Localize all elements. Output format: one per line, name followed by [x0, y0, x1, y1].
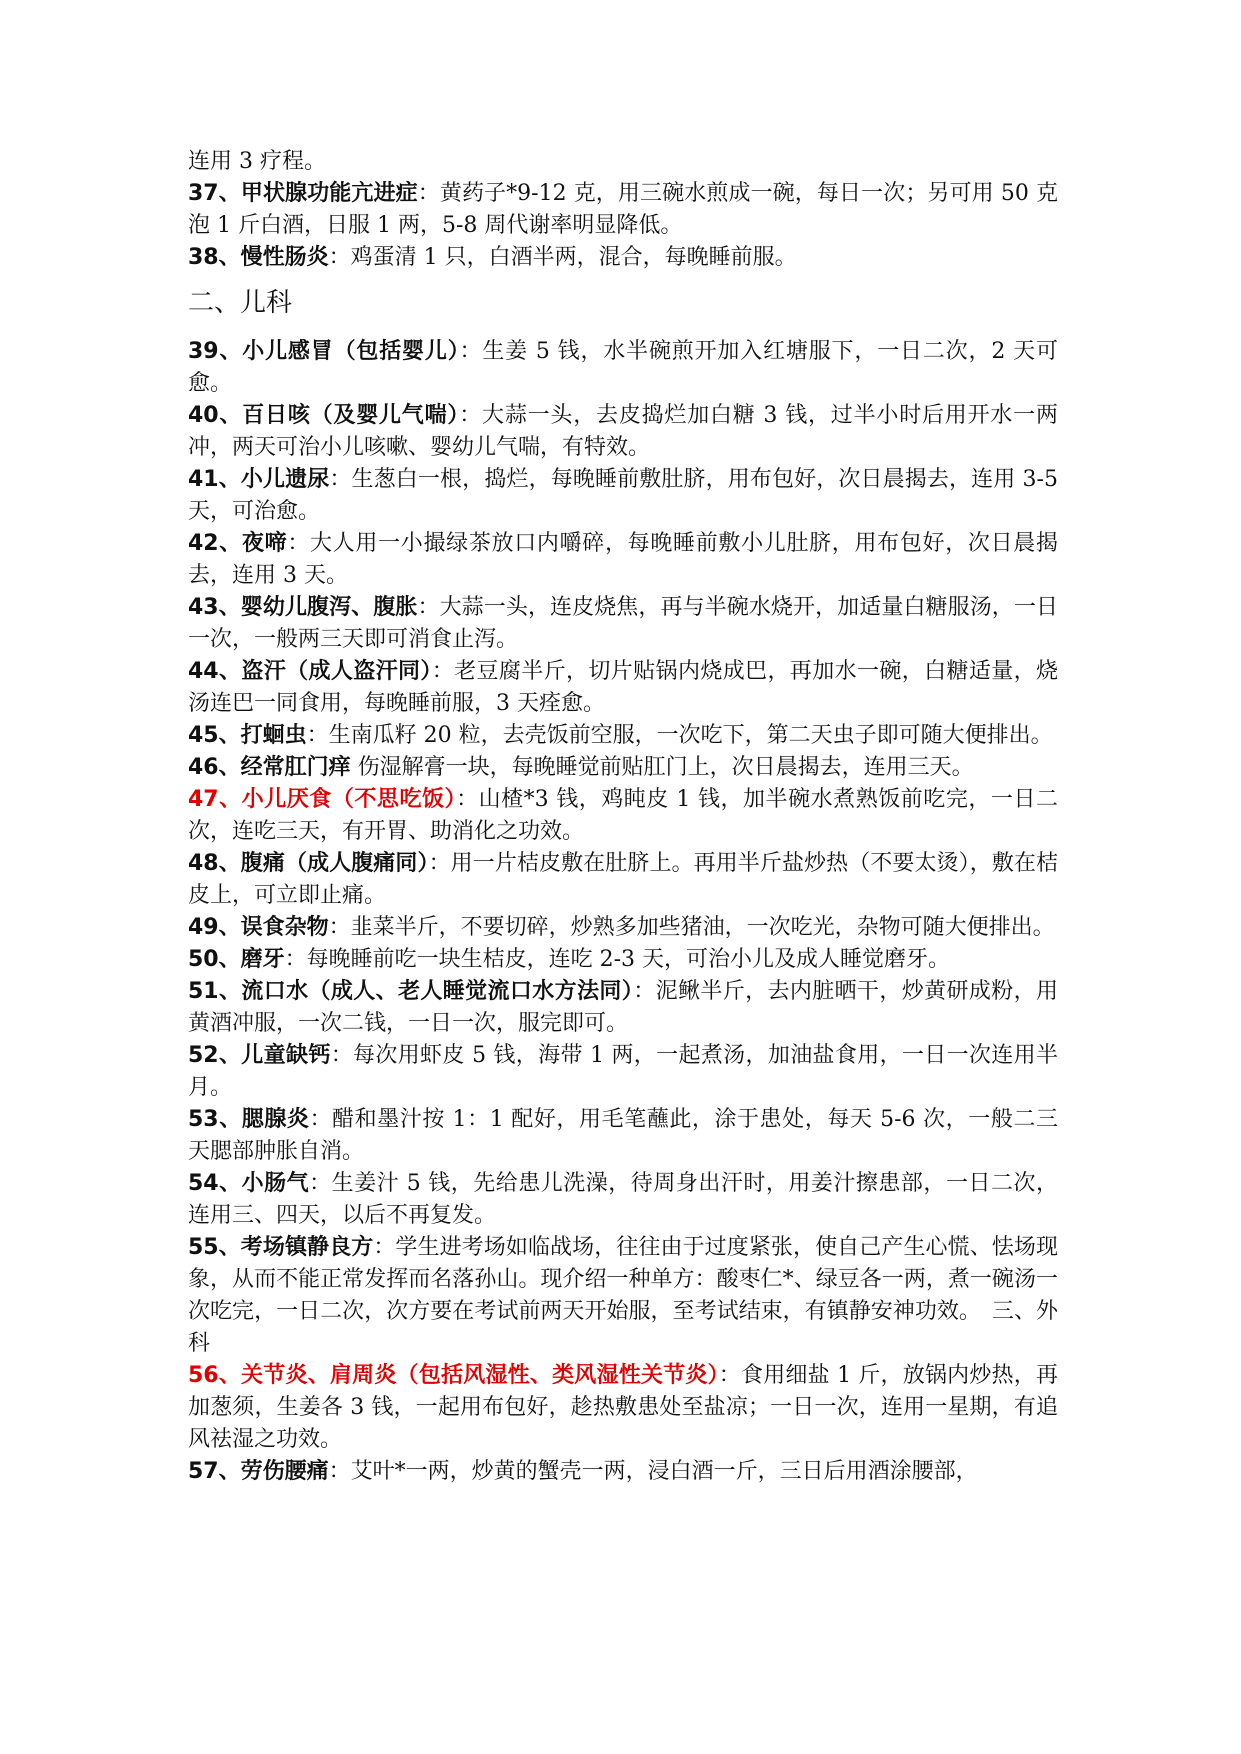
entry-body: ：韭菜半斤，不要切碎，炒熟多加些猪油，一次吃光，杂物可随大便排出。 [328, 915, 1055, 940]
entry-title: 53、腮腺炎 [188, 1107, 310, 1132]
document-page [188, 146, 1058, 1488]
entry-title: 57、劳伤腰痛 [188, 1459, 329, 1484]
entry-body: ：每晚睡前吃一块生桔皮，连吃 2-3 天，可治小儿及成人睡觉磨牙。 [284, 947, 951, 972]
entry-body: ：大蒜一头，去皮捣烂加白糖 3 钱，过半小时后用开水一两冲，两天可治小儿咳嗽、婴幼儿气喘，有特效。 [188, 403, 1058, 460]
entry-body: ：生葱白一根，捣烂，每晚睡前敷肚脐，用布包好，次日晨揭去，连用 3-5 天，可治愈。 [188, 467, 1058, 524]
entry-title: 43、婴幼儿腹泻、腹胀 [188, 595, 418, 620]
entry-title: 55、考场镇静良方 [188, 1235, 374, 1260]
entry-item [188, 336, 1058, 400]
entry-body: 连用 3 疗程。 [188, 149, 326, 174]
entry-body: ：食用细盐 1 斤，放锅内炒热，再加葱须，生姜各 3 钱，一起用布包好，趁热敷患处至盐凉；一日一次，连用一星期，有追风祛湿之功效。 [188, 1363, 1058, 1452]
entry-title: 51、流口水（成人、老人睡觉流口水方法同） [188, 979, 634, 1004]
entry-item [188, 752, 1058, 784]
entry-title: 56、关节炎、肩周炎（包括风湿性、类风湿性关节炎） [188, 1363, 719, 1388]
entry-body: ：黄药子*9-12 克，用三碗水煎成一碗，每日一次；另可用 50 克泡 1 斤白酒，日服 1 两，5-8 周代谢率明显降低。 [188, 181, 1058, 238]
entry-item [188, 944, 1058, 976]
entry-item [188, 720, 1058, 752]
entry-body: ：大蒜一头，连皮烧焦，再与半碗水烧开，加适量白糖服汤，一日一次，一般两三天即可消食止泻。 [188, 595, 1058, 652]
entry-title: 38、慢性肠炎 [188, 245, 329, 270]
entry-item [188, 976, 1058, 1040]
entry-item [188, 912, 1058, 944]
entry-body: 伤湿解膏一块，每晚睡觉前贴肛门上，次日晨揭去，连用三天。 [350, 755, 974, 780]
entry-body: ：老豆腐半斤，切片贴锅内烧成巴，再加水一碗，白糖适量，烧汤连巴一同食用，每晚睡前服，3 天痊愈。 [188, 659, 1058, 716]
entry-body: ：生姜汁 5 钱，先给患儿洗澡，待周身出汗时，用姜汁擦患部，一日二次，连用三、四天，以后不再复发。 [188, 1171, 1058, 1228]
entry-title: 50、磨牙 [188, 947, 285, 972]
entry-38 [188, 242, 1058, 274]
entry-item [188, 1040, 1058, 1104]
entry-item [188, 784, 1058, 848]
entry-37 [188, 178, 1058, 242]
entry-item [188, 1360, 1058, 1456]
entry-title: 40、百日咳（及婴儿气喘） [188, 403, 460, 428]
entry-title: 48、腹痛（成人腹痛同） [188, 851, 429, 876]
entry-title: 54、小肠气 [188, 1171, 310, 1196]
entry-item [188, 848, 1058, 912]
entry-title: 45、打蛔虫 [188, 723, 307, 748]
entry-body: ：山楂*3 钱，鸡盹皮 1 钱，加半碗水煮熟饭前吃完，一日二次，连吃三天，有开胃、助消化之功效。 [188, 787, 1058, 844]
entry-title: 41、小儿遗尿 [188, 467, 330, 492]
entry-item [188, 1168, 1058, 1232]
entry-title: 39、小儿感冒（包括婴儿） [188, 339, 460, 364]
entry-body: ：每次用虾皮 5 钱，海带 1 两，一起煮汤，加油盐食用，一日一次连用半月。 [188, 1043, 1058, 1100]
entry-title: 52、儿童缺钙 [188, 1043, 331, 1068]
entry-title: 47、小儿厌食（不思吃饭） [188, 787, 457, 812]
entry-item [188, 464, 1058, 528]
entry-title: 42、夜啼 [188, 531, 288, 556]
entry-item [188, 1104, 1058, 1168]
entry-body: ：鸡蛋清 1 只，白酒半两，混合，每晚睡前服。 [328, 245, 797, 270]
entry-body: ：生南瓜籽 20 粒，去壳饭前空服，一次吃下，第二天虫子即可随大便排出。 [306, 723, 1053, 748]
entry-title: 37、甲状腺功能亢进症 [188, 181, 418, 206]
entry-body: ：用一片桔皮敷在肚脐上。再用半斤盐炒热（不要太烫），敷在桔皮上，可立即止痛。 [188, 851, 1058, 908]
entry-item [188, 528, 1058, 592]
section-heading: 二、儿科 [188, 288, 293, 318]
entry-body: ：醋和墨汁按 1：1 配好，用毛笔蘸此，涂于患处，每天 5-6 次，一般二三天腮部肿胀自消。 [188, 1107, 1058, 1164]
entry-body: ：泥鳅半斤，去内脏晒干，炒黄研成粉，用黄酒冲服，一次二钱，一日一次，服完即可。 [188, 979, 1058, 1036]
entry-body: ：学生进考场如临战场，往往由于过度紧张，使自己产生心慌、怯场现象，从而不能正常发挥而名落孙山。现介绍一种单方：酸枣仁*、绿豆各一两，煮一碗汤一次吃完，一日二次，次方要在考试前两天开始服，至考试结束，有镇静安神功效。 三、外科 [188, 1235, 1058, 1356]
entry-item [188, 1232, 1058, 1360]
entry-title: 49、误食杂物 [188, 915, 329, 940]
entry-title: 46、经常肛门痒 [188, 755, 351, 780]
entry-item [188, 656, 1058, 720]
entry-item [188, 400, 1058, 464]
entry-body: ：大人用一小撮绿茶放口内嚼碎，每晚睡前敷小儿肚脐，用布包好，次日晨揭去，连用 3 天。 [188, 531, 1058, 588]
entry-list [188, 336, 1058, 1488]
entry-item [188, 1456, 1058, 1488]
entry-item [188, 592, 1058, 656]
entry-body: ：艾叶*一两，炒黄的蟹壳一两，浸白酒一斤，三日后用酒涂腰部， [328, 1459, 978, 1484]
paragraph-continuation [188, 146, 1058, 178]
entry-body: ：生姜 5 钱，水半碗煎开加入红塘服下，一日二次，2 天可愈。 [188, 339, 1058, 396]
entry-title: 44、盗汗（成人盗汗同） [188, 659, 432, 684]
